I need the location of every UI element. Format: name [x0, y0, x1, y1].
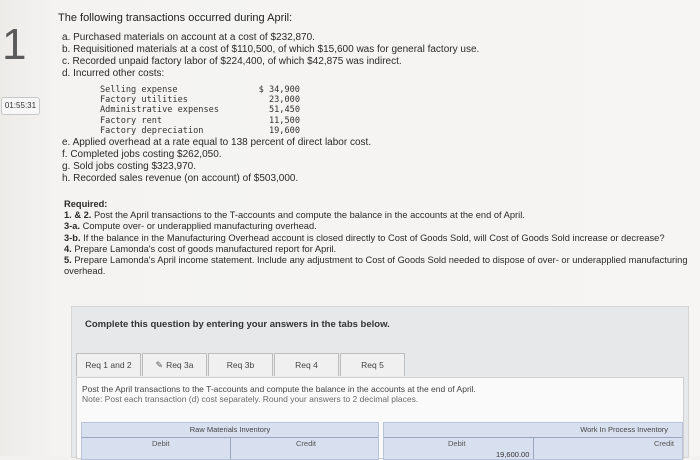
- transaction-a: a. Purchased materials on account at a cost of $232,870.: [62, 32, 315, 43]
- debit-label: Debit: [448, 439, 466, 448]
- intro-text: The following transactions occurred during April:: [58, 12, 293, 24]
- required-item: 1. & 2. Post the April transactions to the T-accounts and compute the balance in the accounts at the end of April.: [64, 210, 525, 221]
- transaction-g: g. Sold jobs costing $323,970.: [62, 161, 196, 172]
- cost-row: Factory depreciation 19,600: [100, 125, 300, 136]
- required-item: 4. Prepare Lamonda's cost of goods manufactured report for April.: [64, 243, 337, 254]
- t-account-raw-materials: [81, 422, 379, 460]
- required-item: 5. Prepare Lamonda's April income statement. Include any adjustment to Cost of Goods Sold needed to dispose of over- or underapplied manufacturing overhead.: [64, 255, 688, 277]
- required-item: 3-b. If the balance in the Manufacturing Overhead account is closed directly to Cost of Goods Sold, will Cost of Goods Sold increase or decrease?: [64, 232, 665, 243]
- amount-cell[interactable]: 19,600.00: [496, 450, 530, 459]
- debit-label: Debit: [152, 439, 170, 448]
- tab-req-3a[interactable]: ✎ Req 3a: [142, 353, 207, 376]
- tab-bar: [76, 353, 406, 377]
- t-account-work-in-process: [383, 422, 683, 460]
- transaction-c: c. Recorded unpaid factory labor of $224,400, of which $42,875 was indirect.: [62, 56, 402, 67]
- tab-req-4[interactable]: Req 4: [274, 353, 339, 376]
- required-item: 3-a. Compute over- or underapplied manufacturing overhead.: [64, 221, 317, 232]
- transaction-h: h. Recorded sales revenue (on account) of $503,000.: [62, 173, 299, 184]
- cost-row: Selling expense $ 34,900: [100, 85, 300, 95]
- content-note: Note: Post each transaction (d) cost separately. Round your answers to 2 decimal places.: [82, 394, 419, 404]
- pencil-icon: ✎: [155, 359, 164, 370]
- required-title: Required:: [64, 199, 108, 209]
- question-number: 1: [2, 20, 27, 69]
- transaction-e: e. Applied overhead at a rate equal to 138 percent of direct labor cost.: [62, 137, 372, 148]
- timer: 01:55:31: [1, 97, 40, 115]
- credit-label: Credit: [296, 439, 317, 448]
- other-costs-table: [100, 85, 300, 136]
- transaction-b: b. Requisitioned materials at a cost of $110,500, of which $15,600 was for general factory use.: [62, 44, 480, 55]
- cost-row: Administrative expenses 51,450: [100, 105, 300, 116]
- content-instruction: Post the April transactions to the T-accounts and compute the balance in the accounts at the end of April.: [82, 384, 476, 394]
- transaction-f: f. Completed jobs costing $262,050.: [62, 149, 222, 160]
- tab-req-3b[interactable]: Req 3b: [208, 353, 273, 376]
- panel-instruction: Complete this question by entering your answers in the tabs below.: [85, 319, 390, 330]
- t-account-title: Work In Process Inventory: [580, 425, 668, 434]
- tab-req-5[interactable]: Req 5: [340, 353, 405, 376]
- credit-label: Credit: [654, 439, 675, 448]
- answer-panel: [71, 306, 689, 458]
- transaction-d: d. Incurred other costs:: [62, 68, 165, 79]
- cost-row: Factory rent 11,500: [100, 115, 300, 126]
- cost-row: Factory utilities 23,000: [100, 95, 300, 106]
- tab-content: [76, 377, 684, 459]
- t-account-title: Raw Materials Inventory: [189, 425, 271, 434]
- required-section: [64, 199, 694, 277]
- tab-req-1-2[interactable]: Req 1 and 2: [76, 353, 141, 376]
